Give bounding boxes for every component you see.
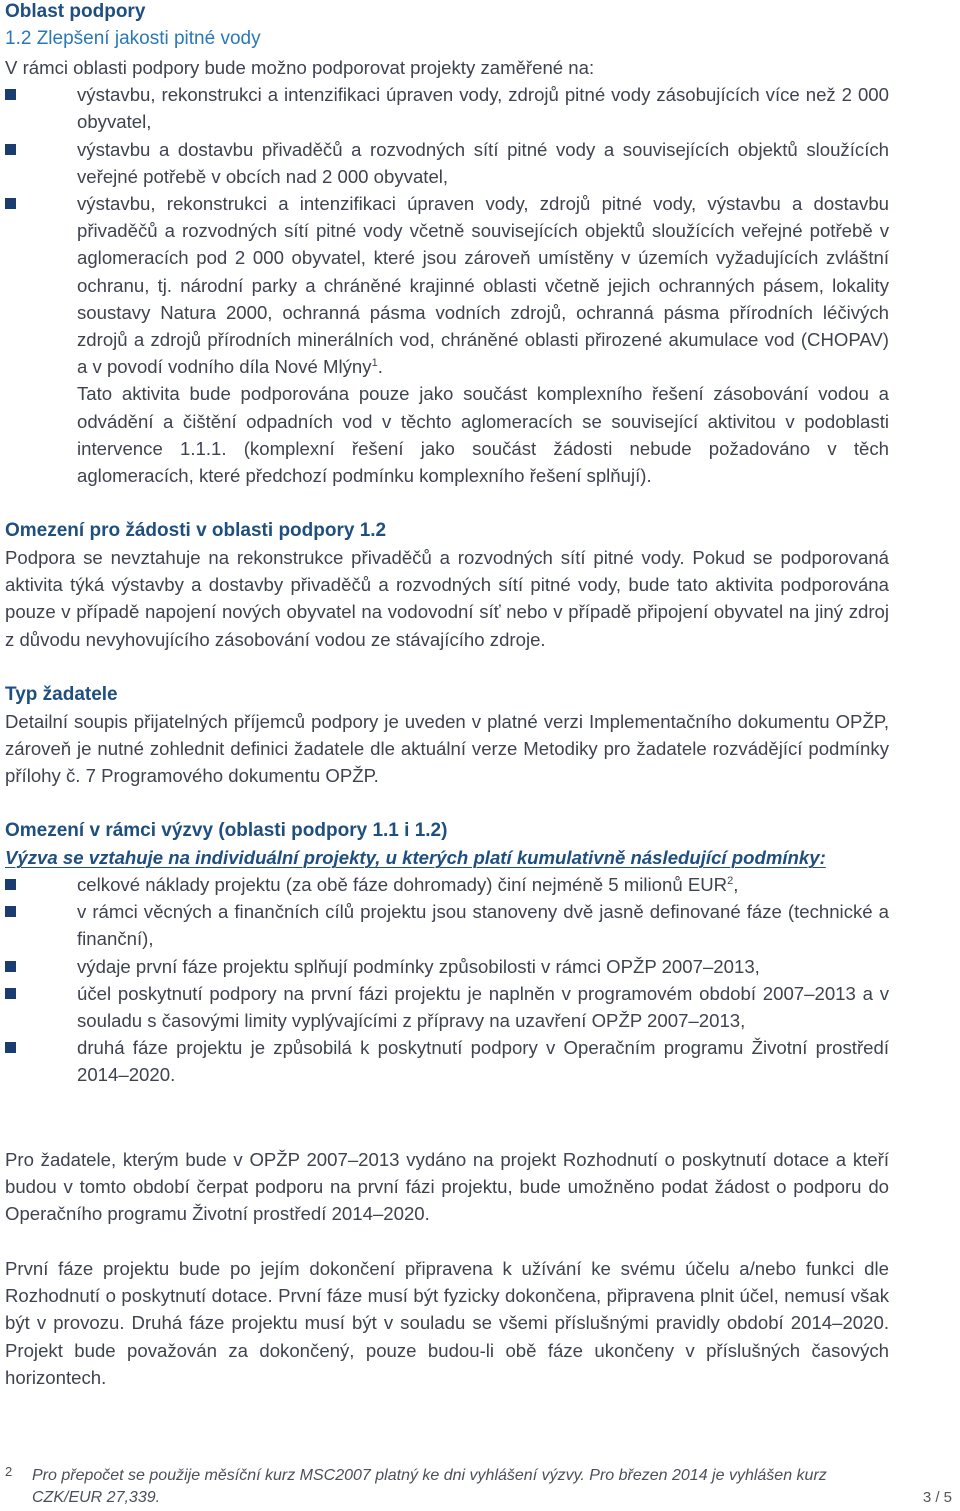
footnote-number: 2 [5, 1464, 13, 1479]
paragraph-2 [5, 1255, 889, 1391]
list-item: celkové náklady projektu (za obě fáze dohromady) činí nejméně 5 milionů EUR$^2$, [5, 871, 889, 898]
area-heading: Oblast podpory [5, 1, 146, 22]
footnote [5, 1465, 889, 1509]
call-bullet-list [5, 871, 889, 1089]
bullet-square-icon [5, 906, 16, 917]
footnote-ref: 1 [371, 357, 378, 370]
subarea-heading: 1.2 Zlepšení jakosti pitné vody [5, 28, 261, 49]
restriction-heading: Omezení pro žádosti v oblasti podpory 1.2 [5, 520, 387, 541]
list-item: v rámci věcných a finančních cílů projektu jsou stanoveny dvě jasně definované fáze (technické a finanční), [5, 898, 889, 952]
footnote-text: Pro přepočet se použije měsíční kurz MSC2007 platný ke dni vyhlášení výzvy. Pro březen 2014 je vyhlášen kurz CZK/EUR 27,339. [32, 1467, 827, 1506]
restriction-body: Podpora se nevztahuje na rekonstrukce přivaděčů a rozvodných sítí pitné vody. Pokud se podporovaná aktivita týká výstavby a dostavby přivaděčů a rozvodných sítí pitné vody, bude tato aktivita podporována pouze v případě napojení nových obyvatel na vodovodní síť nebo v případě připojení obyvatel na jiný zdroj z důvodu nevyhovujícího zásobování vodou ze stávajícího zdroje. [5, 547, 889, 650]
restriction-section [5, 517, 889, 653]
intro-lead: V rámci oblasti podpory bude možno podporovat projekty zaměřené na: [5, 57, 595, 78]
list-item: výstavbu, rekonstrukci a intenzifikaci úpraven vody, zdrojů pitné vody zásobujících více než 2 000 obyvatel, [5, 81, 889, 135]
applicant-body: Detailní soupis přijatelných příjemců podpory je uveden v platné verzi Implementačního dokumentu OPŽP, zároveň je nutné zohlednit definici žadatele dle aktuální verze Metodiky pro žadatele rozvádějící podmínky přílohy č. 7 Programového dokumentu OPŽP. [5, 711, 889, 787]
list-item: výstavbu, rekonstrukci a intenzifikaci úpraven vody, zdrojů pitné vody, výstavbu a dostavbu přivaděčů a rozvodných sítí pitné vody včetně souvisejících objektů sloužících veřejné potřebě v aglomeracích pod 2 000 obyvatel, které jsou zároveň umístěny v územích vyžadujících zvláštní ochranu, tj. národní parky a chráněné krajinné oblasti včetně jejich ochranných pásem, lokality soustavy Natura 2000, ochranná pásma vodních zdrojů, ochranná pásma přírodních léčivých zdrojů a zdrojů přírodních minerálních vod, chráněné oblasti přirozené akumulace vod (CHOPAV) a v povodí vodního díla Nové Mlýny$^1$. Tato aktivita bude podporována pouze jako součást komplexního řešení zásobování vodou a odvádění a čištění odpadních vod v těchto aglomeracích se související aktivitou v podoblasti intervence 1.1.1. (komplexní řešení jako součást žádosti nebude požadováno v těch aglomeracích, které předchozí podmínku komplexního řešení splňují). [5, 190, 889, 489]
footnote-ref: 2 [727, 874, 734, 887]
bullet-square-icon [5, 1042, 16, 1053]
intro-section [5, 54, 889, 489]
bullet-square-icon [5, 879, 16, 890]
list-item: výstavbu a dostavbu přivaděčů a rozvodných sítí pitné vody a souvisejících objektů sloužících veřejné potřebě v obcích nad 2 000 obyvatel, [5, 136, 889, 190]
list-item: druhá fáze projektu je způsobilá k poskytnutí podpory v Operačním programu Životní prostředí 2014–2020. [5, 1034, 889, 1088]
bullet-square-icon [5, 89, 16, 100]
intro-bullet-list [5, 81, 889, 489]
call-section [5, 817, 889, 1089]
call-lead: Výzva se vztahuje na individuální projekty, u kterých platí kumulativně následující podmínky: [5, 847, 826, 868]
paragraph-text: Pro žadatele, kterým bude v OPŽP 2007–2013 vydáno na projekt Rozhodnutí o poskytnutí dotace a kteří budou v tomto období čerpat podporu na první fázi projektu, bude umožněno podat žádost o podporu do Operačního programu Životní prostředí 2014–2020. [5, 1149, 889, 1225]
paragraph-text: První fáze projektu bude po jejím dokončení připravena k užívání ke svému účelu a/nebo funkci dle Rozhodnutí o poskytnutí dotace. První fáze musí být fyzicky dokončena, připravena plnit účel, nemusí však být v provozu. Druhá fáze projektu musí být v souladu se všemi příslušnými pravidly období 2014–2020. Projekt bude považován za dokončený, pouze budou-li obě fáze ukončeny v příslušných časových horizontech. [5, 1258, 889, 1388]
page-number: 3 / 5 [922, 1489, 952, 1506]
list-item-continuation: Tato aktivita bude podporována pouze jako součást komplexního řešení zásobování vodou a odvádění a čištění odpadních vod v těchto aglomeracích se související aktivitou v podoblasti intervence 1.1.1. (komplexní řešení jako součást žádosti nebude požadováno v těch aglomeracích, které předchozí podmínku komplexního řešení splňují). [77, 383, 889, 487]
list-item: účel poskytnutí podpory na první fázi projektu je naplněn v programovém období 2007–2013 a v souladu s časovými limity vyplývajícími z přípravy na uzavření OPŽP 2007–2013, [5, 980, 889, 1034]
bullet-square-icon [5, 988, 16, 999]
bullet-square-icon [5, 198, 16, 209]
paragraph-1 [5, 1146, 889, 1228]
bullet-square-icon [5, 961, 16, 972]
list-item: výdaje první fáze projektu splňují podmínky způsobilosti v rámci OPŽP 2007–2013, [5, 953, 889, 980]
applicant-heading: Typ žadatele [5, 684, 118, 705]
call-heading: Omezení v rámci výzvy (oblasti podpory 1.1 i 1.2) [5, 820, 448, 841]
applicant-section [5, 681, 889, 790]
bullet-square-icon [5, 144, 16, 155]
